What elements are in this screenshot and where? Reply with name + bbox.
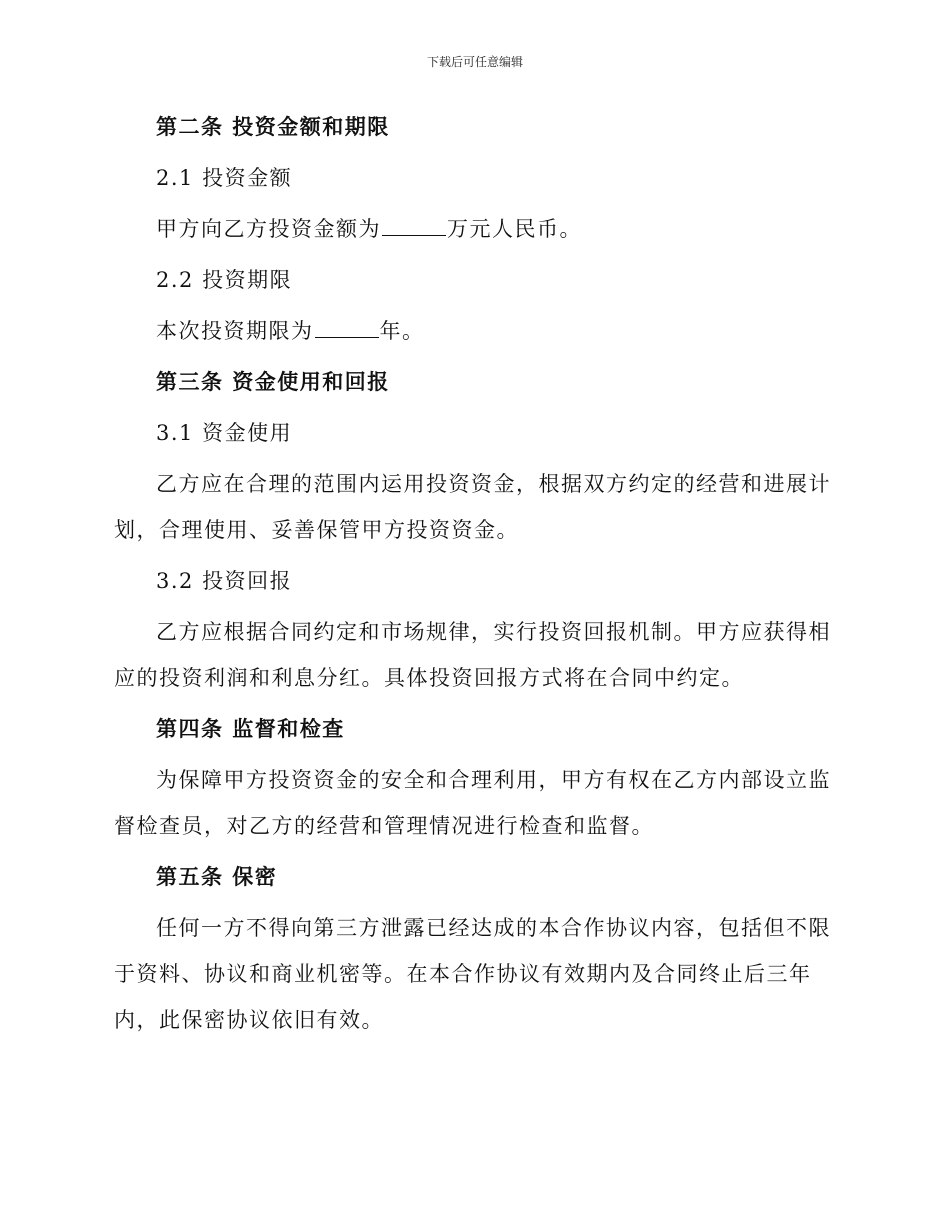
clause-2-2-heading: 2.2 投资期限 — [156, 268, 293, 292]
clause-2-2-text — [114, 308, 834, 354]
page-header-note: 下载后可任意编辑 — [426, 55, 523, 69]
clause-3-1-text: 乙方应在合理的范围内运用投资资金，根据双方约定的经营和进展计划，合理使用、妥善保管甲方投资资金。 — [114, 472, 831, 542]
article-4-heading: 第四条 监督和检查 — [156, 716, 345, 741]
clause-3-2-heading: 3.2 投资回报 — [156, 569, 293, 593]
clause-3-1-heading: 3.1 资金使用 — [156, 421, 293, 445]
article-3-heading: 第三条 资金使用和回报 — [156, 369, 390, 394]
article-5-text: 任何一方不得向第三方泄露已经达成的本合作协议内容，包括但不限于资料、协议和商业机密等。在本合作协议有效期内及合同终止后三年内，此保密协议依旧有效。 — [114, 916, 831, 1032]
clause-2-2-text-before: 本次投资期限为 — [156, 319, 314, 343]
clause-2-2-text-after: 年。 — [379, 319, 425, 343]
article-2-heading: 第二条 投资金额和期限 — [156, 114, 390, 139]
amount-blank — [382, 215, 446, 236]
document-body — [114, 104, 834, 1048]
term-blank — [315, 317, 379, 338]
clause-2-1-text-after: 万元人民币。 — [447, 217, 582, 241]
clause-2-1-heading: 2.1 投资金额 — [156, 166, 293, 190]
clause-2-1-text-before: 甲方向乙方投资金额为 — [156, 217, 381, 241]
clause-2-1-text — [114, 206, 834, 252]
article-4-text: 为保障甲方投资资金的安全和合理利用，甲方有权在乙方内部设立监督检查员，对乙方的经营和管理情况进行检查和监督。 — [114, 768, 831, 838]
article-5-heading: 第五条 保密 — [156, 864, 278, 889]
clause-3-2-text: 乙方应根据合同约定和市场规律，实行投资回报机制。甲方应获得相应的投资利润和利息分红。具体投资回报方式将在合同中约定。 — [114, 620, 831, 690]
